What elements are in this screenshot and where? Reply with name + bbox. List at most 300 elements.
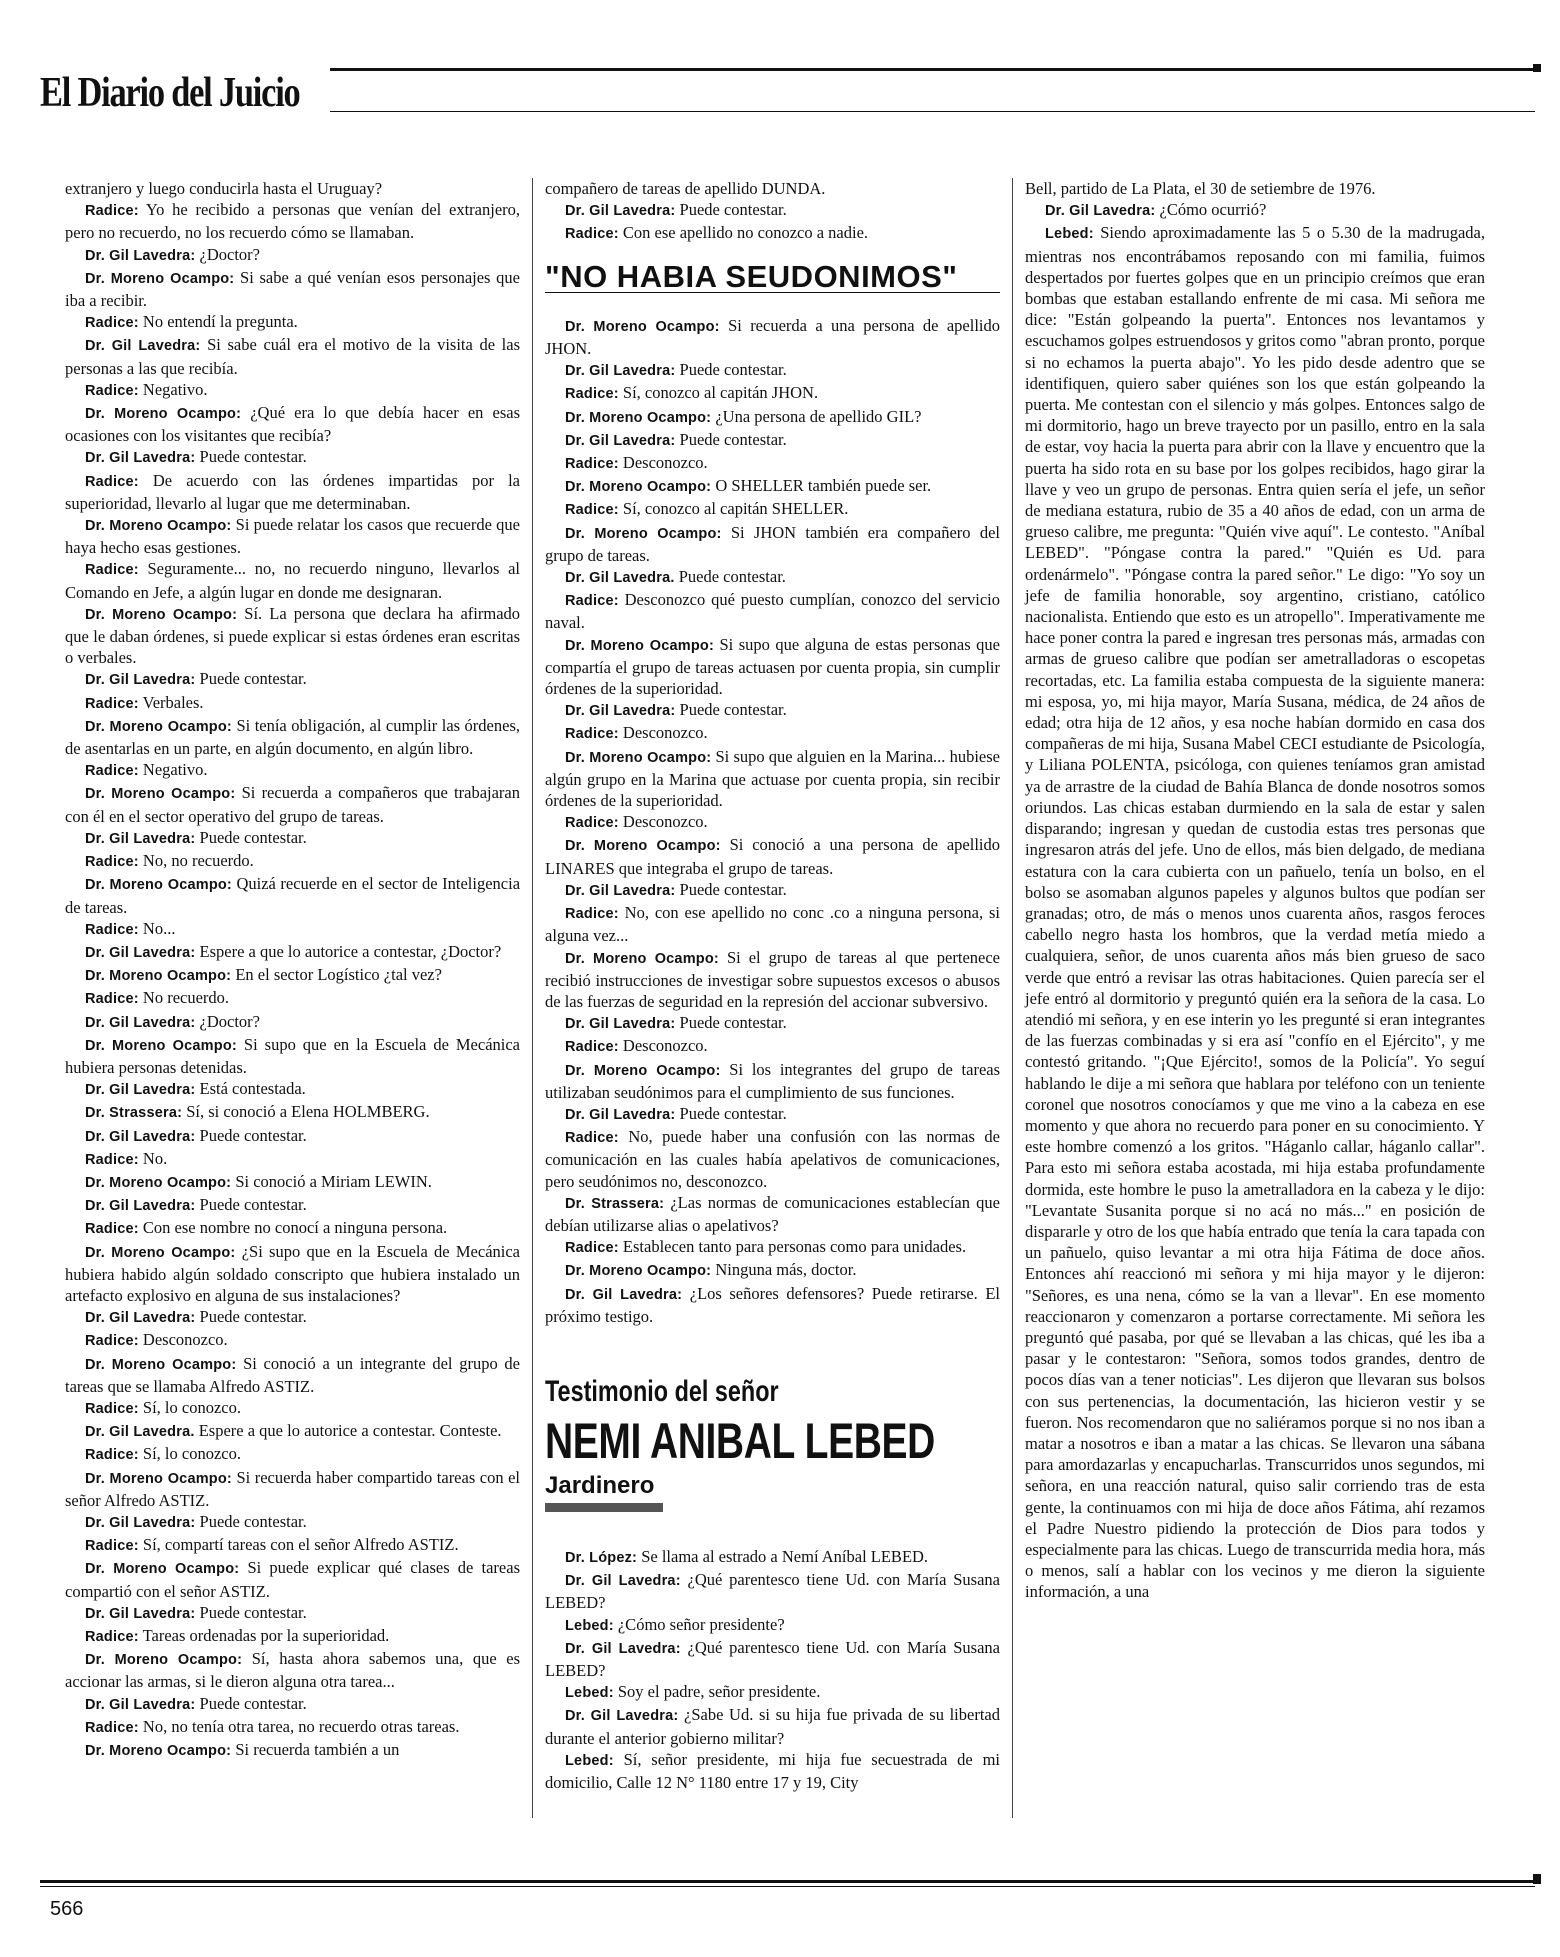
footer-corner-mark <box>1533 1874 1541 1884</box>
transcript-paragraph <box>65 470 520 514</box>
speaker-label: Lebed: <box>565 1617 614 1634</box>
speech-text: compañero de tareas de apellido DUNDA. <box>545 179 826 198</box>
speaker-label: Radice: <box>85 203 139 220</box>
transcript-paragraph <box>65 1101 520 1124</box>
transcript-paragraph <box>545 1192 1000 1236</box>
transcript-paragraph <box>65 668 520 691</box>
masthead-rule-bottom <box>330 111 1535 112</box>
speech-text: Puede contestar. <box>199 447 307 467</box>
transcript-paragraph <box>65 603 520 669</box>
speech-text: Desconozco. <box>142 1330 228 1350</box>
speaker-label: Radice: <box>85 1538 139 1555</box>
speaker-label: Lebed: <box>565 1685 614 1702</box>
speaker-label: Radice: <box>565 1039 619 1056</box>
speaker-label: Dr. Moreno Ocampo: <box>85 1561 240 1578</box>
transcript-paragraph <box>65 827 520 850</box>
speech-text: Sí, conozco al capitán SHELLER. <box>622 499 849 519</box>
speech-text: Puede contestar. <box>679 200 787 220</box>
speech-text: ¿Cómo ocurrió? <box>1159 200 1267 220</box>
transcript-paragraph <box>545 382 1000 405</box>
speaker-label: Dr. Gil Lavedra: <box>85 1198 196 1215</box>
transcript-paragraph <box>65 311 520 334</box>
speaker-label: Dr. Gil Lavedra: <box>565 882 676 899</box>
speech-text: Bell, partido de La Plata, el 30 de setiembre de 1976. <box>1025 179 1376 198</box>
speaker-label: Radice: <box>85 1629 139 1645</box>
transcript-paragraph <box>545 429 1000 452</box>
section-heading: "NO HABIA SEUDONIMOS" <box>545 266 1000 293</box>
speaker-label: Dr. Moreno Ocampo: <box>85 1356 237 1373</box>
speaker-label: Dr. Moreno Ocampo: <box>85 968 232 985</box>
speech-text: Si recuerda a una persona de apellido JHON. <box>545 315 1000 359</box>
speaker-label: Dr. Gil Lavedra. <box>565 570 675 587</box>
speaker-label: Radice: <box>565 593 619 610</box>
speaker-label: Lebed: <box>1045 226 1094 243</box>
transcript-paragraph <box>545 1569 1000 1613</box>
speech-text: Negativo. <box>142 760 208 780</box>
speech-text: Si conoció a Miriam LEWIN. <box>235 1171 432 1191</box>
transcript-paragraph <box>65 1420 520 1443</box>
speech-text: Puede contestar. <box>679 429 787 449</box>
speech-text: Puede contestar. <box>679 1103 787 1123</box>
speech-text: Puede contestar. <box>679 879 787 899</box>
transcript-paragraph <box>545 475 1000 498</box>
speaker-label: Dr. Strassera: <box>565 1195 665 1212</box>
transcript-paragraph <box>65 1625 520 1648</box>
speech-text: De acuerdo con las órdenes impartidas por la superioridad, llevarlo al lugar que me determinaban. <box>65 470 520 513</box>
speaker-label: Radice: <box>85 695 139 712</box>
column-divider-1 <box>532 178 533 1818</box>
speaker-label: Dr. Gil Lavedra. <box>85 1424 195 1441</box>
speaker-label: Dr. Gil Lavedra: <box>565 1016 676 1033</box>
speech-text: ¿Si supo que en la Escuela de Mecánica hubiera habido algún soldado conscripto que hubiera instalado un artefacto explosivo en alguna de sus instalaciones? <box>65 1241 521 1305</box>
col2-paragraphs-top <box>545 178 1000 246</box>
speech-text: Si puede explicar qué clases de tareas compartió con el señor ASTIZ. <box>65 1558 520 1601</box>
column-3 <box>1025 178 1485 1603</box>
speech-text: ¿Los señores defensores? Puede retirarse. El próximo testigo. <box>545 1283 1001 1326</box>
speaker-label: Dr. Gil Lavedra: <box>85 1014 196 1031</box>
transcript-paragraph <box>545 1012 1000 1035</box>
speaker-label: Dr. Moreno Ocampo: <box>85 1470 232 1487</box>
speech-text: Sí, hasta ahora sabemos una, que es accionar las armas, si le dieron alguna otra tarea... <box>65 1649 520 1692</box>
speaker-label: Dr. Moreno Ocampo: <box>85 518 232 535</box>
speech-text: Puede contestar. <box>679 1013 787 1033</box>
speaker-label: Radice: <box>565 815 619 832</box>
transcript-paragraph <box>65 1217 520 1240</box>
speech-text: No, puede haber una confusión con las normas de comunicación en las cuales había apelativos de comunicaciones, pero seudónimos no, desconozco. <box>545 1127 1001 1191</box>
speech-text: Desconozco. <box>622 1036 708 1056</box>
speaker-label: Dr. Gil Lavedra: <box>565 1640 681 1657</box>
transcript-paragraph <box>545 634 1000 700</box>
speaker-label: Radice: <box>85 1447 139 1464</box>
transcript-paragraph <box>545 722 1000 745</box>
speaker-label: Radice: <box>85 763 139 780</box>
transcript-paragraph <box>545 879 1000 902</box>
speaker-label: Dr. Gil Lavedra: <box>565 1708 679 1725</box>
speaker-label: Dr. Moreno Ocampo: <box>85 606 238 623</box>
transcript-paragraph <box>65 918 520 941</box>
speech-text: Con ese nombre no conocí a ninguna persona. <box>142 1218 448 1238</box>
testimony-role-bar <box>545 1503 663 1512</box>
transcript-paragraph <box>545 1283 1000 1327</box>
transcript-paragraph <box>545 1259 1000 1282</box>
speaker-label: Dr. Moreno Ocampo: <box>565 318 720 335</box>
speaker-label: Dr. Moreno Ocampo: <box>565 525 722 542</box>
testimony-name: NEMI ANIBAL LEBED <box>545 1412 935 1469</box>
speaker-label: Dr. Gil Lavedra: <box>85 830 196 847</box>
speaker-label: Radice: <box>85 1151 139 1168</box>
testimony-role: Jardinero <box>545 1471 655 1499</box>
speaker-label: Dr. Gil Lavedra: <box>85 1514 196 1531</box>
speech-text: Puede contestar. <box>679 360 787 380</box>
speech-text: Puede contestar. <box>199 827 307 847</box>
transcript-paragraph <box>65 715 520 759</box>
speech-text: Establecen tanto para personas como para unidades. <box>622 1237 967 1257</box>
speaker-label: Dr. Gil Lavedra: <box>565 1286 683 1303</box>
transcript-paragraph <box>545 902 1000 946</box>
speaker-label: Radice: <box>565 386 619 403</box>
transcript-paragraph <box>65 1353 520 1397</box>
transcript-paragraph <box>65 782 520 826</box>
speaker-label: Dr. Moreno Ocampo: <box>565 838 721 855</box>
speaker-label: Dr. Gil Lavedra: <box>85 450 196 467</box>
speech-text: ¿Qué parentesco tiene Ud. con María Susana LEBED? <box>545 1570 1000 1613</box>
transcript-paragraph <box>1025 222 1485 1602</box>
masthead <box>40 62 1535 122</box>
transcript-paragraph <box>65 873 520 917</box>
speaker-label: Radice: <box>85 854 139 871</box>
transcript-paragraph <box>545 589 1000 633</box>
speaker-label: Dr. Gil Lavedra: <box>565 1106 676 1123</box>
transcript-paragraph <box>545 1236 1000 1259</box>
speech-text: Desconozco qué puesto cumplían, conozco del servicio naval. <box>545 590 1000 633</box>
transcript-paragraph <box>65 1194 520 1217</box>
column-1 <box>65 178 520 1762</box>
speech-text: Si los integrantes del grupo de tareas utilizaban seudónimos para el cumplimiento de sus funciones. <box>545 1059 1001 1102</box>
transcript-paragraph <box>65 1241 520 1307</box>
speaker-label: Radice: <box>565 226 619 243</box>
transcript-paragraph <box>545 315 1000 359</box>
transcript-paragraph <box>545 222 1000 245</box>
transcript-paragraph <box>65 446 520 469</box>
transcript-paragraph <box>545 566 1000 589</box>
speech-text: Con ese apellido no conozco a nadie. <box>622 223 869 243</box>
transcript-paragraph <box>545 522 1000 566</box>
speaker-label: Radice: <box>85 382 139 399</box>
transcript-paragraph <box>545 746 1000 812</box>
speech-text: ¿Sabe Ud. si su hija fue privada de su libertad durante el anterior gobierno militar? <box>545 1705 1000 1748</box>
speech-text: Desconozco. <box>622 812 708 832</box>
speech-text: No recuerdo. <box>142 988 230 1008</box>
transcript-paragraph <box>65 1171 520 1194</box>
speaker-label: Dr. Moreno Ocampo: <box>85 877 232 894</box>
transcript-paragraph <box>65 1329 520 1352</box>
speech-text: Verbales. <box>142 692 204 712</box>
transcript-paragraph <box>65 199 520 243</box>
speech-text: Si puede relatar los casos que recuerde que haya hecho esas gestiones. <box>65 515 520 558</box>
speech-text: No... <box>142 918 176 938</box>
speaker-label: Dr. Moreno Ocampo: <box>565 409 712 426</box>
speech-text: Desconozco. <box>622 453 708 473</box>
transcript-paragraph <box>65 178 520 199</box>
speech-text: Sí, lo conozco. <box>142 1444 241 1464</box>
transcript-paragraph <box>65 1397 520 1420</box>
speaker-label: Dr. Gil Lavedra: <box>85 1696 196 1713</box>
speaker-label: Dr. Moreno Ocampo: <box>85 1244 236 1261</box>
transcript-paragraph <box>65 1443 520 1466</box>
speaker-label: Radice: <box>85 315 139 332</box>
speaker-label: Lebed: <box>565 1752 614 1769</box>
speaker-label: Dr. Gil Lavedra: <box>565 1573 681 1590</box>
transcript-paragraph <box>65 379 520 402</box>
masthead-title: El Diario del Juicio <box>40 70 300 116</box>
speaker-label: Dr. Gil Lavedra: <box>565 203 676 220</box>
transcript-paragraph <box>545 1681 1000 1704</box>
speaker-label: Radice: <box>85 1333 139 1350</box>
transcript-paragraph <box>545 1059 1000 1103</box>
speaker-label: Radice: <box>85 1221 139 1238</box>
speech-text: Negativo. <box>142 379 208 399</box>
transcript-paragraph <box>545 1614 1000 1637</box>
speech-text: En el sector Logístico ¿tal vez? <box>235 965 442 985</box>
speaker-label: Dr. Moreno Ocampo: <box>85 1743 232 1760</box>
speaker-label: Radice: <box>85 562 139 579</box>
speaker-label: Dr. Moreno Ocampo: <box>565 637 714 654</box>
speech-text: Si supo que alguna de estas personas que compartía el grupo de tareas actuasen por cuenta propia, sin cumplir órdenes de la superioridad. <box>545 634 1000 699</box>
page-number: 566 <box>50 1898 84 1920</box>
speaker-label: Radice: <box>85 1400 139 1417</box>
transcript-paragraph <box>65 402 520 446</box>
transcript-paragraph <box>545 1126 1000 1192</box>
speaker-label: Radice: <box>85 921 139 938</box>
transcript-paragraph <box>545 947 1000 1013</box>
transcript-paragraph <box>545 1103 1000 1126</box>
transcript-paragraph <box>545 811 1000 834</box>
speech-text: Tareas ordenadas por la superioridad. <box>142 1626 390 1645</box>
speech-text: Seguramente... no, no recuerdo ninguno, llevarlos al Comando en Jefe, a algún lugar en donde me designaran. <box>65 559 521 602</box>
transcript-paragraph <box>65 1716 520 1739</box>
speaker-label: Dr. Moreno Ocampo: <box>85 1037 237 1054</box>
transcript-paragraph <box>545 406 1000 429</box>
transcript-paragraph <box>545 359 1000 382</box>
transcript-paragraph <box>65 987 520 1010</box>
speaker-label: Dr. Moreno Ocampo: <box>565 479 712 496</box>
speech-text: ¿Doctor? <box>199 244 260 264</box>
transcript-paragraph <box>65 1557 520 1601</box>
speech-text: ¿Una persona de apellido GIL? <box>715 406 922 426</box>
speech-text: Puede contestar. <box>199 1693 307 1713</box>
speaker-label: Dr. Gil Lavedra: <box>85 338 201 355</box>
speech-text: Sí, lo conozco. <box>142 1397 241 1417</box>
transcript-paragraph <box>545 1704 1000 1748</box>
speech-text: Si el grupo de tareas al que pertenece recibió instrucciones de investigar sobre supuestos excesos o abusos de las fuerzas de seguridad en la represión del accionar subversivo. <box>545 947 1001 1011</box>
speech-text: Está contestada. <box>199 1079 306 1099</box>
speech-text: Yo he recibido a personas que venían del extranjero, pero no recuerdo, no los recuerdo cómo se llamaban. <box>65 200 521 243</box>
speech-text: Puede contestar. <box>199 1511 307 1531</box>
speaker-label: Dr. Gil Lavedra: <box>85 1310 196 1327</box>
speech-text: Puede contestar. <box>679 700 787 720</box>
speaker-label: Radice: <box>85 991 139 1008</box>
transcript-paragraph <box>65 692 520 715</box>
transcript-paragraph <box>545 1546 1000 1569</box>
speaker-label: Radice: <box>565 456 619 473</box>
speech-text: Siendo aproximadamente las 5 o 5.30 de la madrugada, mientras nos encontrábamos reposando con mi familia, fuimos despertados por fuertes golpes que en un principio creímos que eran bombas que estaban estallando enfrente de mi casa. Mi señora me dice: "Están golpeando la puerta". Entonces nos levantamos y escuchamos golpes estruendosos y gritos como "abran pronto, porque si no echamos la puerta abajo". Yo les pido desde adentro que se identifiquen, quiero saber quiénes son los que están golpeando la puerta. Me contestan con el silencio y más golpes. Entonces salgo de mi dormitorio, hago un breve trayecto por un pasillo, entro en la sala de estar, voy hacia la puerta para abrir con la llave y encuentro que la puerta ha sido rota en su base por los golpes recibidos, hago girar la llave y veo un grupo de personas. Entra quien sería el jefe, un señor de mediana estatura, rubio de 35 a 40 años de edad, con un arma de grueso calibre, me pregunta: "Quién vive aquí". Le contesto. "Aníbal LEBED". "Póngase contra la pared." "Quién es Ud. para ordenármelo". "Póngase contra la pared señor." Le digo: "Yo soy un jefe de familia honorable, soy argentino, cristiano, católico nacionalista. Entiendo que esto es un atropello". Imperativamente me hace poner contra la pared e ingresan tres personas más, armadas con armas de grueso calibre que podían ser ametralladoras o escopetas recortadas, etc. La familia estaba compuesta de la siguiente manera: mi esposa, yo, mi hija mayor, María Susana, médica, de 24 años de edad; otra hija de 12 años, y esa noche habían dormido en casa dos compañeras de mi hija, Susana Mabel CECI estudiante de Psicología, y Liliana POLENTA, psicóloga, con quienes teníamos gran amistad ya de arrastre de la ciudad de Bahía Blanca de donde nosotros somos oriundos. Las chicas estaban durmiendo en la sala de estar y salen disparando; ingresan y quedan de custodia estas tres personas que ingresaron atrás del jefe. Uno de ellos, más bien delgado, de mediana estatura con la cara cubierta con un pañuelo, tenía un bolso, en el bolso se asomaban algunos papeles y algunos bultos que podían ser granadas; otro, de más o menos unos cuarenta años, rasgos feroces cabello negro hasta los hombros, que la verdad metía miedo a cualquiera, señor, de unos cuarenta años más bien grueso de saco verde que entró a revisar las otras habitaciones. Quien parecía ser el jefe entró al dormitorio y preguntó quién era la señora de la casa. Lo atendió mi señora, y en ese interin yo les pregunté si eran integrantes de las fuerzas combinadas y si era así "confío en el Ejército", y me contestó gritando. "¡Que Ejército!, somos de la Policía". Yo seguí hablando le dije a mi señora que hablara por teléfono con un teniente coronel que nosotros conocíamos y que me vino a la cabeza en ese momento y que ahora no recuerdo para poner en su conocimiento. Y este hombre comenzó a los gritos. "Háganlo callar, háganlo callar". Para esto mi señora estaba acostada, mi hija estaba profundamente dormida, este hombre le puso la ametralladora en la cabeza y le dijo: "Levantate Susanita porque si no acá no más..." en posición de dispararle y otro de los que había entrado que tenía la cara tapada con un pañuelo, quiso levantar a mi otra hija Fátima de doce años. Entonces ahí reaccionó mi señora y mi hija mayor y le dijeron: "Señores, es una nena, cómo se la van a llevar". En ese momento reaccionaron y comenzaron a portarse correctamente. Mi señora les preguntó qué pasaba, por qué se llevaban a las chicas, qué les iba a pasar y le contestaron: "Señora, somos todos grandes, dentro de pocos días van a tener noticias". Les dijeron que llevaran sus bolsos con sus pertenencias, la documentación, las hicieron vestir y se fueron. Nos recomendaron que no saliéramos porque si no nos iban a matar a nosotros e iban a matar a las chicas. Se llevaron una sábana para amordazarlas y encapucharlas. Transcurridos unos segundos, mi señora, en una reacción natural, quiso salir corriendo tras de esta gente, la continuamos con mi hija de doce años Fátima, ahí rezamos el Padre Nuestro pidiendo la protección de Dios para todos y especialmente para las chicas. Luego de transcurrida media hora, más o menos, salí a hablar con los vecinos y me dieron la siguiente información, a una <box>1025 223 1485 1602</box>
speaker-label: Dr. Gil Lavedra: <box>85 672 196 689</box>
transcript-paragraph <box>545 1637 1000 1681</box>
speaker-label: Radice: <box>565 1130 619 1147</box>
speaker-label: Dr. Gil Lavedra: <box>565 363 676 380</box>
speech-text: Si JHON también era compañero del grupo de tareas. <box>545 522 1000 565</box>
transcript-paragraph <box>65 941 520 964</box>
speaker-label: Dr. Gil Lavedra: <box>565 703 676 720</box>
speech-text: No, no recuerdo. <box>142 851 254 871</box>
transcript-paragraph <box>65 1602 520 1625</box>
transcript-paragraph <box>65 244 520 267</box>
speaker-label: Radice: <box>565 906 619 923</box>
speaker-label: Dr. Gil Lavedra: <box>565 432 676 449</box>
speaker-label: Dr. Moreno Ocampo: <box>565 1263 712 1280</box>
speech-text: Puede contestar. <box>678 567 786 587</box>
transcript-paragraph <box>65 1306 520 1329</box>
speaker-label: Dr. Moreno Ocampo: <box>565 749 712 766</box>
speech-text: extranjero y luego conducirla hasta el Uruguay? <box>65 179 383 198</box>
transcript-paragraph <box>65 1467 520 1511</box>
speech-text: Si supo que en la Escuela de Mecánica hubiera personas detenidas. <box>65 1034 521 1077</box>
masthead-corner-mark <box>1533 64 1541 72</box>
speech-text: No, no tenía otra tarea, no recuerdo otras tareas. <box>142 1716 460 1736</box>
speaker-label: Dr. López: <box>565 1549 638 1566</box>
speech-text: ¿Las normas de comunicaciones establecían que debían utilizarse alias o apelativos? <box>545 1192 1000 1235</box>
speaker-label: Dr. Strassera: <box>85 1105 183 1122</box>
speech-text: Puede contestar. <box>199 669 307 689</box>
speaker-label: Dr. Moreno Ocampo: <box>85 786 236 803</box>
masthead-rule-top <box>330 68 1535 71</box>
speech-text: No. <box>142 1148 168 1168</box>
transcript-paragraph <box>65 334 520 378</box>
transcript-paragraph <box>545 1749 1000 1793</box>
speech-text: Sí, conozco al capitán JHON. <box>622 383 819 403</box>
speech-text: Sí, si conoció a Elena HOLMBERG. <box>186 1102 430 1122</box>
speech-text: Puede contestar. <box>199 1195 307 1215</box>
speaker-label: Radice: <box>565 502 619 519</box>
transcript-paragraph <box>65 514 520 558</box>
speech-text: Sí. La persona que declara ha afirmado que le daban órdenes, si puede explicar si estas órdenes eran escritas o verbales. <box>65 603 521 668</box>
speech-text: Si recuerda haber compartido tareas con el señor Alfredo ASTIZ. <box>65 1467 520 1510</box>
speaker-label: Dr. Moreno Ocampo: <box>85 406 242 423</box>
speech-text: Sí, compartí tareas con el señor Alfredo ASTIZ. <box>142 1535 459 1555</box>
transcript-paragraph <box>65 1511 520 1534</box>
speech-text: Si conoció a un integrante del grupo de tareas que se llamaba Alfredo ASTIZ. <box>65 1353 520 1396</box>
speech-text: Si recuerda a compañeros que trabajaran con él en el sector operativo del grupo de tareas. <box>65 783 521 826</box>
transcript-paragraph <box>545 1035 1000 1058</box>
transcript-paragraph <box>65 1739 520 1762</box>
page-footer <box>40 1880 1535 1930</box>
speech-text: No, con ese apellido no conc .co a ninguna persona, si alguna vez... <box>545 903 1000 946</box>
transcript-paragraph <box>545 178 1000 199</box>
transcript-paragraph <box>65 1078 520 1101</box>
speech-text: O SHELLER también puede ser. <box>715 476 932 496</box>
speech-text: ¿Doctor? <box>199 1011 260 1031</box>
transcript-paragraph <box>1025 199 1485 222</box>
speech-text: Si supo que alguien en la Marina... hubiese algún grupo en la Marina que actuase por cuenta propia, sin recibir órdenes de la superioridad. <box>545 746 1000 811</box>
speaker-label: Dr. Moreno Ocampo: <box>85 1174 232 1191</box>
transcript-paragraph <box>65 1148 520 1171</box>
speech-text: Si recuerda también a un <box>235 1740 400 1760</box>
speech-text: Si conoció a una persona de apellido LINARES que integraba el grupo de tareas. <box>545 835 1000 878</box>
transcript-paragraph <box>65 267 520 311</box>
transcript-paragraph <box>65 964 520 987</box>
speech-text: Puede contestar. <box>199 1602 307 1622</box>
transcript-paragraph <box>65 1125 520 1148</box>
speaker-label: Dr. Gil Lavedra: <box>85 944 196 961</box>
speaker-label: Dr. Moreno Ocampo: <box>565 1062 721 1079</box>
speaker-label: Dr. Moreno Ocampo: <box>85 718 232 735</box>
speaker-label: Dr. Moreno Ocampo: <box>85 1652 243 1669</box>
speech-text: Sí, señor presidente, mi hija fue secuestrada de mi domicilio, Calle 12 N° 1180 entre 17 y 19, City <box>545 1749 1000 1792</box>
speaker-label: Dr. Gil Lavedra: <box>85 1605 196 1622</box>
speaker-label: Dr. Moreno Ocampo: <box>85 270 235 287</box>
transcript-paragraph <box>65 1534 520 1557</box>
speaker-label: Radice: <box>565 726 619 743</box>
speaker-label: Dr. Gil Lavedra: <box>85 1082 196 1099</box>
speech-text: Si tenía obligación, al cumplir las órdenes, de asentarlas en un parte, en algún documento, en algún libro. <box>65 715 520 759</box>
speaker-label: Radice: <box>565 1240 619 1257</box>
transcript-paragraph <box>545 199 1000 222</box>
speaker-label: Radice: <box>85 473 139 490</box>
speech-text: ¿Qué parentesco tiene Ud. con María Susana LEBED? <box>545 1637 1000 1680</box>
footer-rule-thick <box>40 1880 1535 1883</box>
col2-paragraphs-middle <box>545 315 1000 1327</box>
speech-text: No entendí la pregunta. <box>142 312 298 332</box>
transcript-paragraph <box>545 834 1000 878</box>
speaker-label: Dr. Gil Lavedra: <box>1045 203 1156 220</box>
transcript-paragraph <box>65 850 520 873</box>
col3-paragraphs <box>1025 178 1485 1603</box>
transcript-paragraph <box>545 498 1000 521</box>
speaker-label: Dr. Gil Lavedra: <box>85 247 196 264</box>
transcript-paragraph <box>1025 178 1485 199</box>
speech-text: Espere a que lo autorice a contestar, ¿Doctor? <box>199 941 502 961</box>
transcript-paragraph <box>65 1034 520 1078</box>
transcript-paragraph <box>65 1693 520 1716</box>
speaker-label: Dr. Gil Lavedra: <box>85 1128 196 1145</box>
speech-text: Desconozco. <box>622 723 708 743</box>
transcript-paragraph <box>65 759 520 782</box>
speech-text: Ninguna más, doctor. <box>715 1260 857 1280</box>
column-divider-2 <box>1012 178 1013 1818</box>
footer-rule-thin <box>40 1886 1535 1887</box>
column-2 <box>545 178 1000 1793</box>
speech-text: Puede contestar. <box>199 1125 307 1145</box>
speech-text: Espere a que lo autorice a contestar. Conteste. <box>198 1421 502 1441</box>
testimony-header <box>545 1373 1000 1512</box>
speech-text: Si sabe cuál era el motivo de la visita de las personas a las que recibía. <box>65 335 521 378</box>
speech-text: Si sabe a qué venían esos personajes que iba a recibir. <box>65 267 521 311</box>
transcript-paragraph <box>545 452 1000 475</box>
speech-text: Puede contestar. <box>199 1307 307 1327</box>
speaker-label: Radice: <box>85 1719 139 1736</box>
testimony-kicker: Testimonio del señor <box>545 1374 779 1408</box>
speech-text: Se llama al estrado a Nemí Aníbal LEBED. <box>641 1546 929 1566</box>
speaker-label: Dr. Moreno Ocampo: <box>565 950 719 967</box>
transcript-paragraph <box>65 1648 520 1692</box>
speech-text: Quizá recuerde en el sector de Inteligencia de tareas. <box>65 874 521 917</box>
speech-text: Soy el padre, señor presidente. <box>617 1682 821 1702</box>
speech-text: ¿Cómo señor presidente? <box>617 1614 785 1634</box>
col2-paragraphs-bottom <box>545 1546 1000 1793</box>
transcript-paragraph <box>545 699 1000 722</box>
col1-paragraphs <box>65 178 520 1762</box>
transcript-paragraph <box>65 558 520 602</box>
